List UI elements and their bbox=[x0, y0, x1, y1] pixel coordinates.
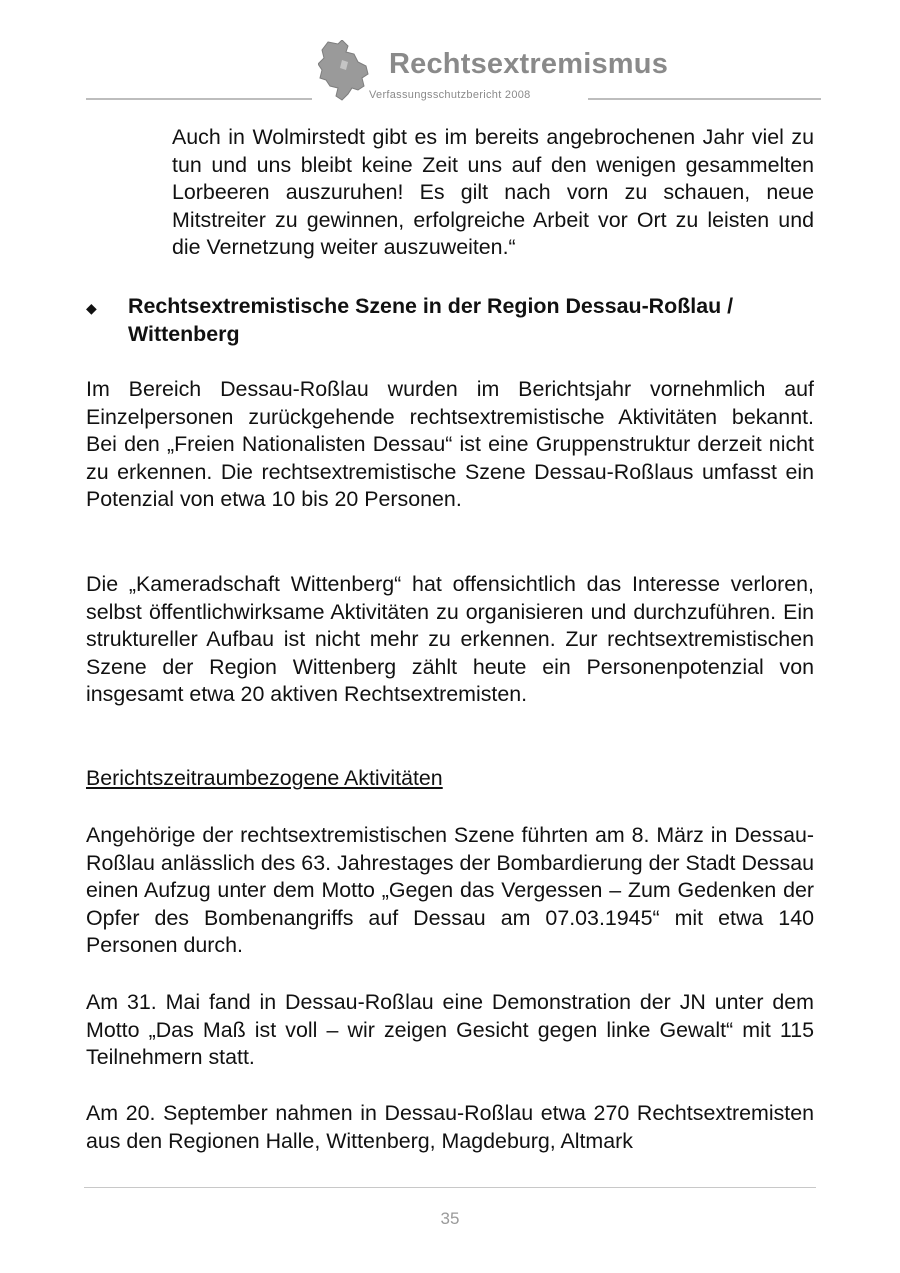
header-rule-right bbox=[588, 98, 821, 100]
quote-paragraph: Auch in Wolmirstedt gibt es im bereits angebrochenen Jahr viel zu tun und uns bleibt keine Zeit uns auf den wenigen gesammelten Lorbeeren auszuruhen! Es gilt nach vorn zu schauen, neue Mitstreiter zu gewinnen, erfolgreiche Arbeit vor Ort zu leisten und die Vernetzung weiter auszuweiten.“ bbox=[172, 125, 814, 260]
paragraph-may-demo: Am 31. Mai fand in Dessau-Roßlau eine Demonstration der JN unter dem Motto „Das Maß ist voll – wir zeigen Gesicht gegen linke Gewalt“ mit 115 Teilnehmern statt. bbox=[86, 990, 814, 1070]
footer-rule bbox=[84, 1187, 816, 1188]
header-rule-left bbox=[86, 98, 312, 100]
paragraph-dessau: Im Bereich Dessau-Roßlau wurden im Berichtsjahr vornehmlich auf Einzelpersonen zurückgehende rechtsextremistische Aktivitäten bekannt. Bei den „Freien Nationalisten Dessau“ ist eine Gruppenstruktur derzeit nicht zu erkennen. Die rechtsextremistische Szene Dessau-Roßlaus umfasst ein Potenzial von etwa 10 bis 20 Personen. bbox=[86, 377, 814, 512]
page-header bbox=[0, 0, 900, 110]
header-title: Rechtsextremismus bbox=[389, 48, 669, 80]
paragraph-september: Am 20. September nahmen in Dessau-Roßlau etwa 270 Rechtsextremisten aus den Regionen Halle, Wittenberg, Magdeburg, Altmark bbox=[86, 1101, 814, 1153]
header-subtitle: Verfassungsschutzbericht 2008 bbox=[369, 89, 531, 101]
activities-subheading: Berichtszeitraumbezogene Aktivitäten bbox=[86, 766, 443, 790]
section-heading: Rechtsextremistische Szene in der Region Dessau-Roßlau / Wittenberg bbox=[128, 294, 734, 346]
paragraph-wittenberg: Die „Kameradschaft Wittenberg“ hat offensichtlich das Interesse verloren, selbst öffentlichwirksame Aktivitäten zu organisieren und durchzuführen. Ein struktureller Aufbau ist nicht mehr zu erkennen. Zur rechtsextremistischen Szene der Region Wittenberg zählt heute ein Personenpotenzial von insgesamt etwa 20 aktiven Rechtsextremisten. bbox=[86, 572, 814, 707]
saxony-anhalt-map-icon bbox=[318, 40, 370, 102]
page-number: 35 bbox=[440, 1209, 460, 1228]
paragraph-march-march: Angehörige der rechtsextremistischen Szene führten am 8. März in Dessau-Roßlau anlässlich des 63. Jahrestages der Bombardierung der Stadt Dessau einen Aufzug unter dem Motto „Gegen das Vergessen – Zum Gedenken der Opfer des Bombenangriffs auf Dessau am 07.03.1945“ mit etwa 140 Personen durch. bbox=[86, 823, 814, 958]
diamond-bullet-icon: ◆ bbox=[86, 300, 97, 316]
